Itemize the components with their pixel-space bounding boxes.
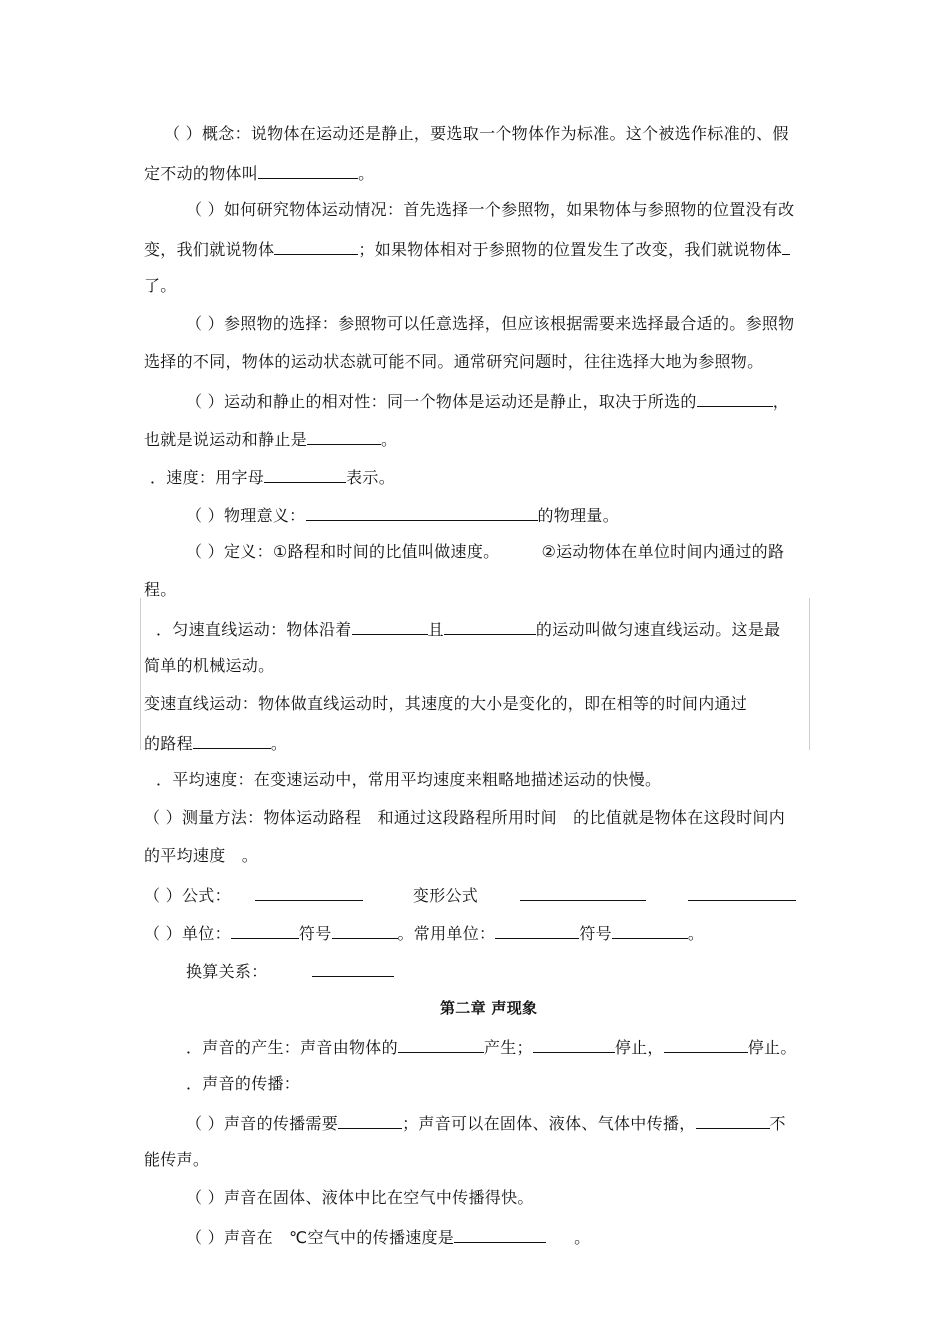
text-line: （ ）物理意义： 的物理量。 xyxy=(186,506,620,525)
text-line: （ ）概念：说物体在运动还是静止，要选取一个物体作为标准。这个被选作标准的、假 xyxy=(164,124,789,143)
fill-blank[interactable] xyxy=(697,390,773,407)
fill-blank[interactable] xyxy=(264,466,346,483)
text-line: ．匀速直线运动：物体沿着 且 的运动叫做匀速直线运动。这是最 xyxy=(156,620,781,639)
fill-blank[interactable] xyxy=(444,618,536,635)
text-line: ．声音的产生：声音由物体的 产生； 停止， 停止。 xyxy=(186,1038,797,1057)
text-line: 的路程 。 xyxy=(144,734,288,753)
fill-blank[interactable] xyxy=(307,428,381,445)
fill-blank[interactable] xyxy=(454,1226,546,1243)
fill-blank[interactable] xyxy=(612,922,688,939)
text-line: 了。 xyxy=(144,276,177,295)
fill-blank[interactable] xyxy=(533,1036,615,1053)
fill-blank[interactable] xyxy=(258,162,358,179)
fill-blank[interactable] xyxy=(255,884,363,901)
fill-blank[interactable] xyxy=(782,238,790,255)
text-line: ．速度：用字母 表示。 xyxy=(150,468,396,487)
fill-blank[interactable] xyxy=(688,884,796,901)
text-line: （ ）声音的传播需要 ；声音可以在固体、液体、气体中传播， 不 xyxy=(186,1114,786,1133)
text-line: （ ）单位： 符号 。常用单位： 符号 。 xyxy=(144,924,705,943)
text-line: （ ）声音在固体、液体中比在空气中传播得快。 xyxy=(186,1188,534,1207)
text-line: 也就是说运动和静止是 。 xyxy=(144,430,398,449)
text-line: 程。 xyxy=(144,580,177,599)
text-line: ．声音的传播： xyxy=(186,1074,301,1093)
fill-blank[interactable] xyxy=(495,922,579,939)
text-line: （ ）定义：①路程和时间的比值叫做速度。 ②运动物体在单位时间内通过的路 xyxy=(186,542,785,561)
fill-blank[interactable] xyxy=(398,1036,484,1053)
text-line: 的平均速度 。 xyxy=(144,846,259,865)
text-line: 变，我们就说物体 ；如果物体相对于参照物的位置发生了改变，我们就说物体 xyxy=(144,238,790,260)
text-line: （ ）运动和静止的相对性：同一个物体是运动还是静止，取决于所选的 ， xyxy=(186,392,789,411)
text-line: （ ）公式： 变形公式 xyxy=(144,884,796,906)
fill-blank[interactable] xyxy=(352,618,428,635)
text-line: 选择的不同，物体的运动状态就可能不同。通常研究问题时，往往选择大地为参照物。 xyxy=(144,352,764,371)
fill-blank[interactable] xyxy=(231,922,299,939)
fill-blank[interactable] xyxy=(696,1112,770,1129)
text-line: （ ）参照物的选择：参照物可以任意选择，但应该根据需要来选择最合适的。参照物 xyxy=(186,314,795,333)
text-line: 能传声。 xyxy=(144,1150,210,1169)
text-line: （ ）声音在 ℃空气中的传播速度是 。 xyxy=(186,1228,591,1247)
fill-blank[interactable] xyxy=(520,884,646,901)
fill-blank[interactable] xyxy=(338,1112,402,1129)
text-line: （ ）测量方法：物体运动路程 和通过这段路程所用时间 的比值就是物体在这段时间内 xyxy=(144,808,786,827)
text-line: 变速直线运动：物体做直线运动时，其速度的大小是变化的，即在相等的时间内通过 xyxy=(144,694,748,713)
fill-blank[interactable] xyxy=(306,504,538,521)
fill-blank[interactable] xyxy=(193,732,271,749)
text-line: 定不动的物体叫 。 xyxy=(144,164,375,183)
chapter-title: 第二章 声现象 xyxy=(440,999,538,1017)
fill-blank[interactable] xyxy=(332,922,398,939)
text-line: （ ）如何研究物体运动情况：首先选择一个参照物，如果物体与参照物的位置没有改 xyxy=(186,200,795,219)
text-line: 简单的机械运动。 xyxy=(144,656,275,675)
fill-blank[interactable] xyxy=(664,1036,748,1053)
fill-blank[interactable] xyxy=(274,238,358,255)
text-line: 换算关系： xyxy=(186,960,394,982)
fill-blank[interactable] xyxy=(312,960,394,977)
text-line: ．平均速度：在变速运动中，常用平均速度来粗略地描述运动的快慢。 xyxy=(156,770,662,789)
